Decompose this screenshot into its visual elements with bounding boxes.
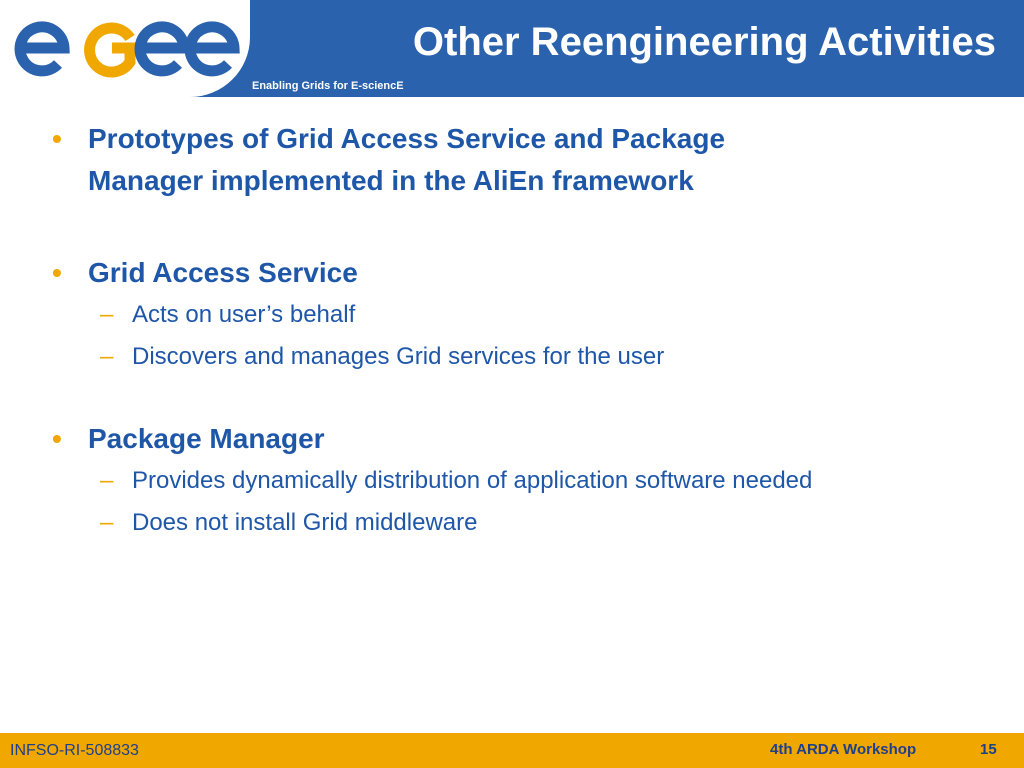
header-tagline: Enabling Grids for E-sciencE bbox=[252, 80, 404, 92]
bullet-text: Package Manager bbox=[88, 423, 325, 454]
sub-bullet-text: Acts on user’s behalf bbox=[132, 301, 356, 328]
slide-content bbox=[52, 118, 992, 544]
egee-logo bbox=[12, 10, 242, 80]
slide-title: Other Reengineering Activities bbox=[412, 20, 996, 64]
bullet-package-manager bbox=[52, 418, 992, 460]
bullet-marker: • bbox=[52, 423, 62, 454]
bullet-prototypes bbox=[52, 118, 992, 202]
bullet-grid-access-service bbox=[52, 252, 992, 294]
bullet-text: Manager implemented in the AliEn framework bbox=[88, 165, 694, 196]
sub-bullet-text: Provides dynamically distribution of application software needed bbox=[132, 467, 813, 494]
footer-event-name: 4th ARDA Workshop bbox=[770, 741, 917, 758]
sub-marker: – bbox=[100, 509, 114, 536]
sub-marker: – bbox=[100, 343, 114, 370]
sub-bullet bbox=[52, 336, 992, 378]
slide-header bbox=[0, 0, 1024, 100]
sub-bullet bbox=[52, 502, 992, 544]
footer-project-id: INFSO-RI-508833 bbox=[10, 742, 139, 759]
bullet-text: Grid Access Service bbox=[88, 257, 358, 288]
sub-bullet-text: Discovers and manages Grid services for the user bbox=[132, 343, 665, 370]
sub-bullet bbox=[52, 460, 992, 502]
sub-marker: – bbox=[100, 301, 114, 328]
sub-bullet-text: Does not install Grid middleware bbox=[132, 509, 478, 536]
logo-area bbox=[0, 0, 250, 97]
bullet-text: Prototypes of Grid Access Service and Package bbox=[88, 123, 726, 154]
sub-bullet bbox=[52, 294, 992, 336]
bullet-marker: • bbox=[52, 123, 62, 154]
slide-footer bbox=[0, 733, 1024, 768]
bullet-marker: • bbox=[52, 257, 62, 288]
page-number: 15 bbox=[980, 741, 997, 758]
sub-marker: – bbox=[100, 467, 114, 494]
